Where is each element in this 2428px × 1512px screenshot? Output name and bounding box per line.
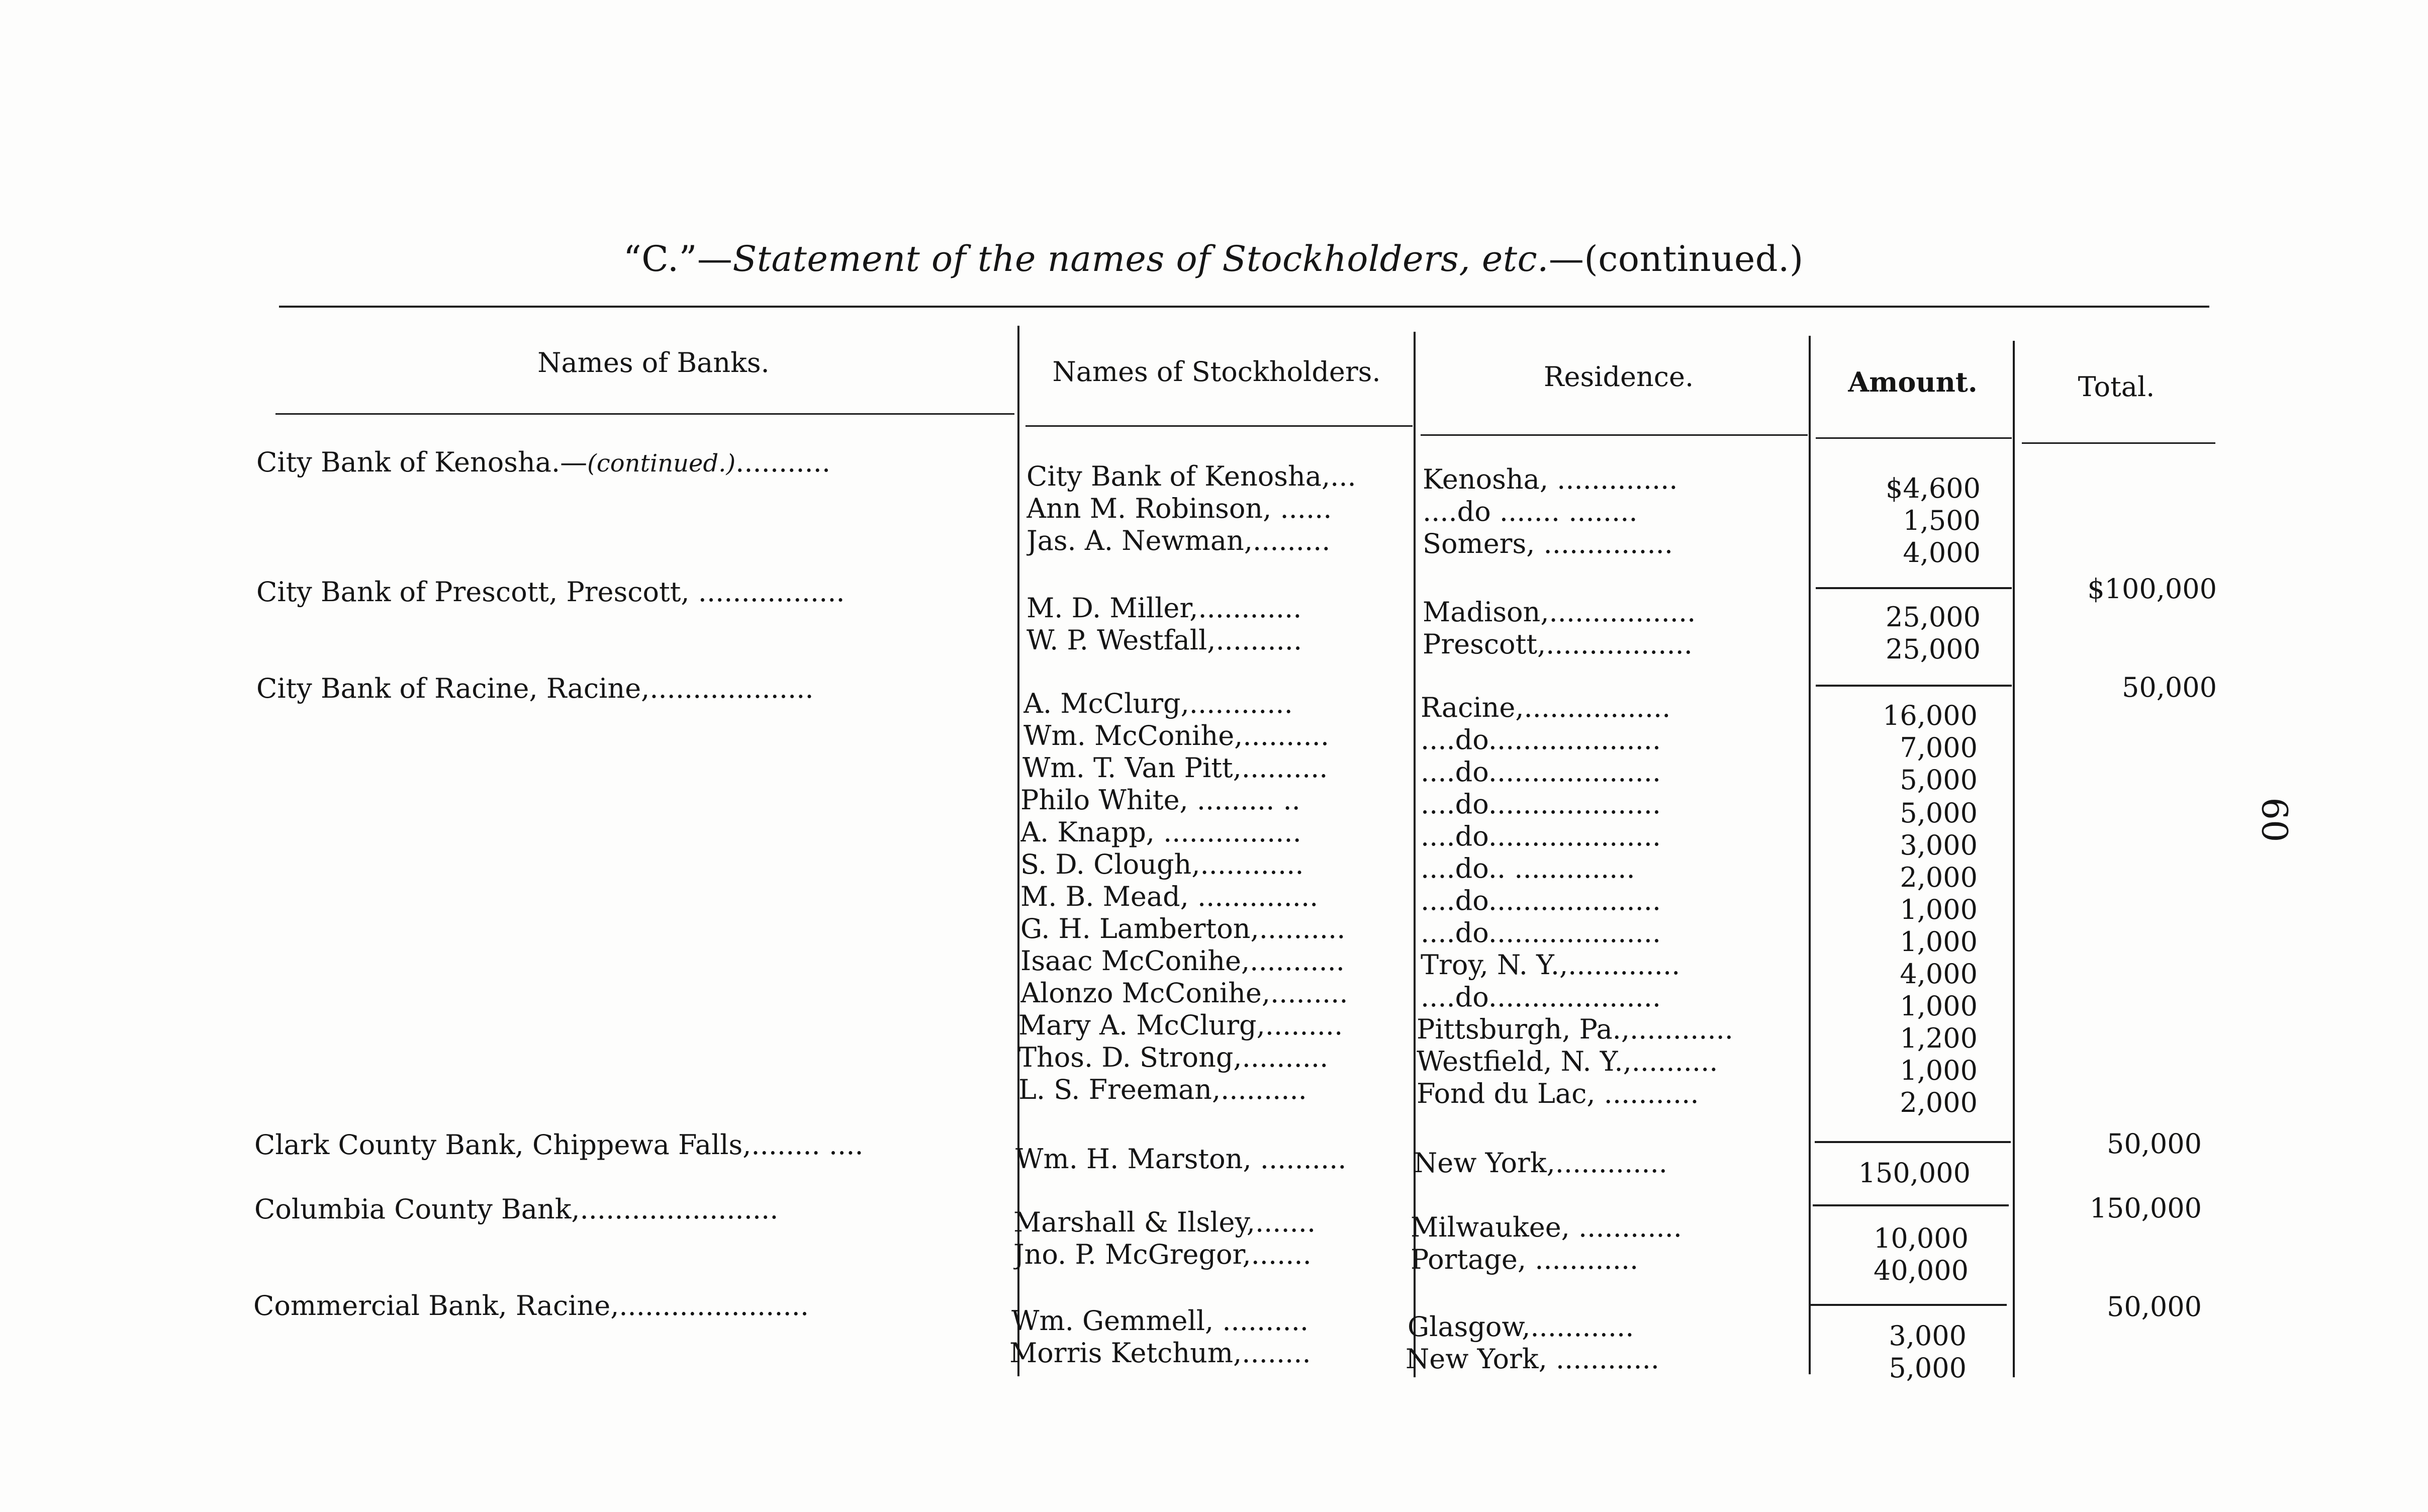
header-total: Total. (2078, 371, 2155, 403)
amount: 5,000 (1900, 764, 1978, 796)
stockholder-name: L. S. Freeman,.......... (1018, 1074, 1307, 1105)
amount: 150,000 (1858, 1157, 1971, 1189)
stockholder-name: Marshall & Ilsley,....... (1013, 1206, 1316, 1238)
residence: ....do.. .............. (1421, 853, 1635, 884)
residence: Milwaukee, ............ (1411, 1211, 1682, 1243)
header-stockholders: Names of Stockholders. (1052, 356, 1381, 388)
bank-name: Columbia County Bank,....................... (254, 1193, 779, 1225)
header-rule-stockholders (1025, 425, 1413, 427)
bank-total: 50,000 (2122, 672, 2217, 703)
title-italic: Statement of the names of Stockholders, etc. (732, 238, 1549, 279)
header-rule-amount (1816, 437, 2012, 439)
bank-total: 150,000 (2089, 1192, 2202, 1224)
header-residence: Residence. (1543, 361, 1694, 393)
residence: New York,............. (1414, 1147, 1667, 1179)
residence: ....do.................... (1421, 885, 1661, 916)
amount: 3,000 (1889, 1320, 1967, 1352)
amount: 7,000 (1900, 732, 1978, 764)
amount: 4,000 (1900, 958, 1978, 990)
residence: Troy, N. Y.,............. (1421, 949, 1680, 981)
stockholder-name: W. P. Westfall,.......... (1026, 624, 1302, 656)
amount-subtotal-rule-2 (1816, 685, 2012, 687)
bank-name: City Bank of Kenosha.—(continued.)........... (256, 446, 830, 478)
residence: ....do.................... (1421, 820, 1661, 852)
amount: 25,000 (1886, 601, 1981, 633)
amount: 2,000 (1900, 1087, 1978, 1118)
page-number: 60 (2254, 797, 2295, 842)
bank-total: 50,000 (2107, 1291, 2202, 1322)
title-prefix: “C.”— (623, 238, 733, 279)
residence: Kenosha, .............. (1423, 463, 1678, 495)
stockholder-name: Thos. D. Strong,.......... (1018, 1042, 1329, 1073)
amount: 1,000 (1900, 926, 1978, 958)
residence: ....do.................... (1421, 917, 1661, 949)
stockholder-name: Jno. P. McGregor,....... (1013, 1239, 1312, 1270)
residence: ....do.................... (1421, 788, 1661, 820)
residence: Pittsburgh, Pa.,............ (1417, 1013, 1733, 1045)
amount: 1,000 (1900, 990, 1978, 1022)
amount: 40,000 (1874, 1255, 1969, 1286)
header-amount: Amount. (1848, 366, 1978, 398)
stockholder-name: Wm. Gemmell, .......... (1011, 1305, 1309, 1337)
stockholder-name: M. D. Miller,............ (1026, 592, 1302, 624)
page-title (623, 238, 1804, 279)
amount-subtotal-rule-5 (1811, 1304, 2007, 1306)
residence: ....do.................... (1421, 756, 1661, 788)
stockholder-name: A. Knapp, ................ (1020, 816, 1301, 848)
residence: Madison,................. (1423, 596, 1696, 628)
bank-total: $100,000 (2087, 573, 2217, 605)
residence: Westfield, N. Y.,.......... (1417, 1046, 1718, 1077)
stockholder-name: S. D. Clough,............ (1020, 848, 1304, 880)
bank-name: Clark County Bank, Chippewa Falls,........ .... (254, 1129, 864, 1161)
stockholder-name: Isaac McConihe,........... (1020, 945, 1345, 977)
residence: Fond du Lac, ........... (1417, 1078, 1699, 1109)
header-rule-total (2022, 442, 2215, 444)
header-banks: Names of Banks. (537, 347, 770, 379)
stockholder-name: Philo White, ......... .. (1020, 784, 1300, 816)
amount: $4,600 (1886, 472, 1981, 504)
residence: ....do ....... ........ (1423, 496, 1638, 527)
amount: 5,000 (1900, 797, 1978, 829)
residence: Portage, ............ (1411, 1244, 1639, 1275)
amount: 25,000 (1886, 633, 1981, 665)
amount: 2,000 (1900, 862, 1978, 893)
amount-subtotal-rule-1 (1816, 587, 2012, 589)
stockholder-name: City Bank of Kenosha,... (1026, 460, 1356, 492)
header-rule-banks (275, 413, 1014, 415)
amount: 4,000 (1903, 537, 1981, 569)
amount: 1,000 (1900, 1055, 1978, 1086)
bank-total: 50,000 (2107, 1128, 2202, 1160)
stockholder-name: Wm. T. Van Pitt,.......... (1022, 752, 1328, 784)
stockholder-name: Wm. McConihe,.......... (1023, 720, 1330, 751)
top-rule (279, 306, 2209, 308)
amount: 16,000 (1883, 700, 1978, 731)
amount: 3,000 (1900, 829, 1978, 861)
residence: Racine,................. (1421, 692, 1671, 723)
header-rule-residence (1421, 434, 1808, 436)
bank-name: Commercial Bank, Racine,...................... (253, 1290, 809, 1321)
stockholder-name: Ann M. Robinson, ...... (1026, 493, 1332, 524)
amount-subtotal-rule-4 (1813, 1204, 2009, 1206)
bank-name: City Bank of Prescott, Prescott, ................. (256, 576, 845, 608)
stockholder-name: M. B. Mead, .............. (1020, 881, 1319, 912)
stockholder-name: Jas. A. Newman,......... (1026, 525, 1331, 556)
stockholder-name: Wm. H. Marston, .......... (1015, 1143, 1347, 1175)
amount: 5,000 (1889, 1352, 1967, 1384)
title-suffix: —(continued.) (1548, 238, 1804, 279)
amount: 1,500 (1903, 505, 1981, 536)
amount-subtotal-rule-3 (1815, 1141, 2011, 1143)
residence: New York, ............ (1406, 1343, 1659, 1375)
residence: Glasgow,............ (1408, 1311, 1634, 1343)
residence: ....do.................... (1421, 981, 1661, 1013)
amount: 10,000 (1874, 1222, 1969, 1254)
residence: ....do.................... (1421, 724, 1661, 755)
stockholder-name: Alonzo McConihe,......... (1020, 977, 1348, 1009)
residence: Prescott,................. (1423, 628, 1693, 660)
amount: 1,000 (1900, 894, 1978, 925)
stockholder-name: Mary A. McClurg,......... (1018, 1009, 1343, 1041)
amount: 1,200 (1900, 1022, 1978, 1054)
stockholder-name: A. McClurg,............ (1023, 688, 1293, 719)
stockholder-name: Morris Ketchum,........ (1009, 1337, 1311, 1369)
bank-name: City Bank of Racine, Racine,................... (256, 673, 814, 704)
stockholder-name: G. H. Lamberton,.......... (1020, 913, 1346, 944)
residence: Somers, ............... (1423, 528, 1673, 559)
